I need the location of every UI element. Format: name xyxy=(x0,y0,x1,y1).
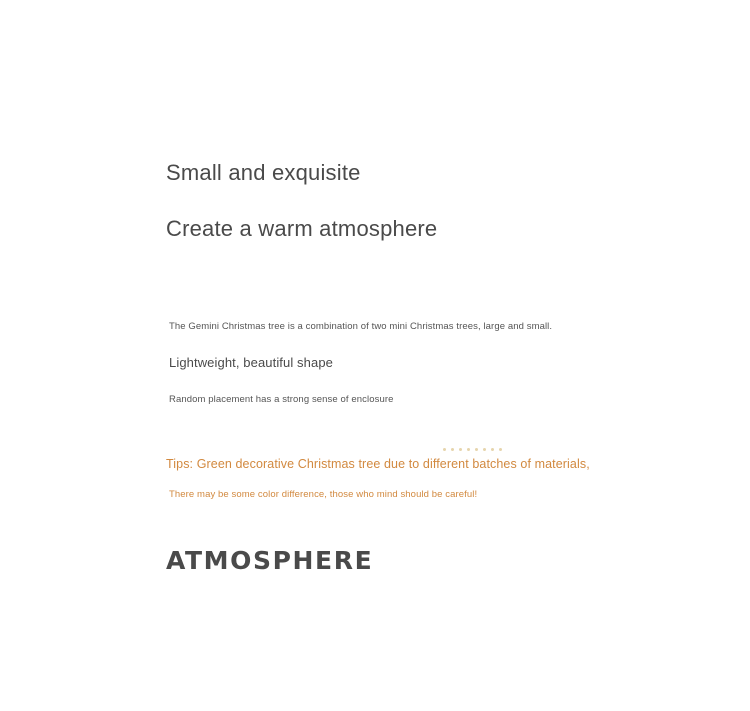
product-description-text: The Gemini Christmas tree is a combination of two mini Christmas trees, large and small. xyxy=(169,321,553,332)
tips-line-two: There may be some color difference, those who mind should be careful! xyxy=(169,489,478,500)
dot-icon xyxy=(483,448,486,451)
dot-icon xyxy=(443,448,446,451)
headline-primary: Small and exquisite xyxy=(166,160,361,185)
brand-wordmark: ATMOSPHERE xyxy=(166,546,374,575)
dot-icon xyxy=(491,448,494,451)
dot-icon xyxy=(467,448,470,451)
dot-icon xyxy=(459,448,462,451)
feature-subheading: Lightweight, beautiful shape xyxy=(169,355,333,370)
tips-line-one: Tips: Green decorative Christmas tree due to different batches of materials, xyxy=(166,457,590,471)
dot-icon xyxy=(475,448,478,451)
dot-icon xyxy=(451,448,454,451)
headline-secondary: Create a warm atmosphere xyxy=(166,216,438,241)
feature-description-text: Random placement has a strong sense of enclosure xyxy=(169,394,394,405)
dot-icon xyxy=(499,448,502,451)
decorative-dots xyxy=(443,444,523,454)
